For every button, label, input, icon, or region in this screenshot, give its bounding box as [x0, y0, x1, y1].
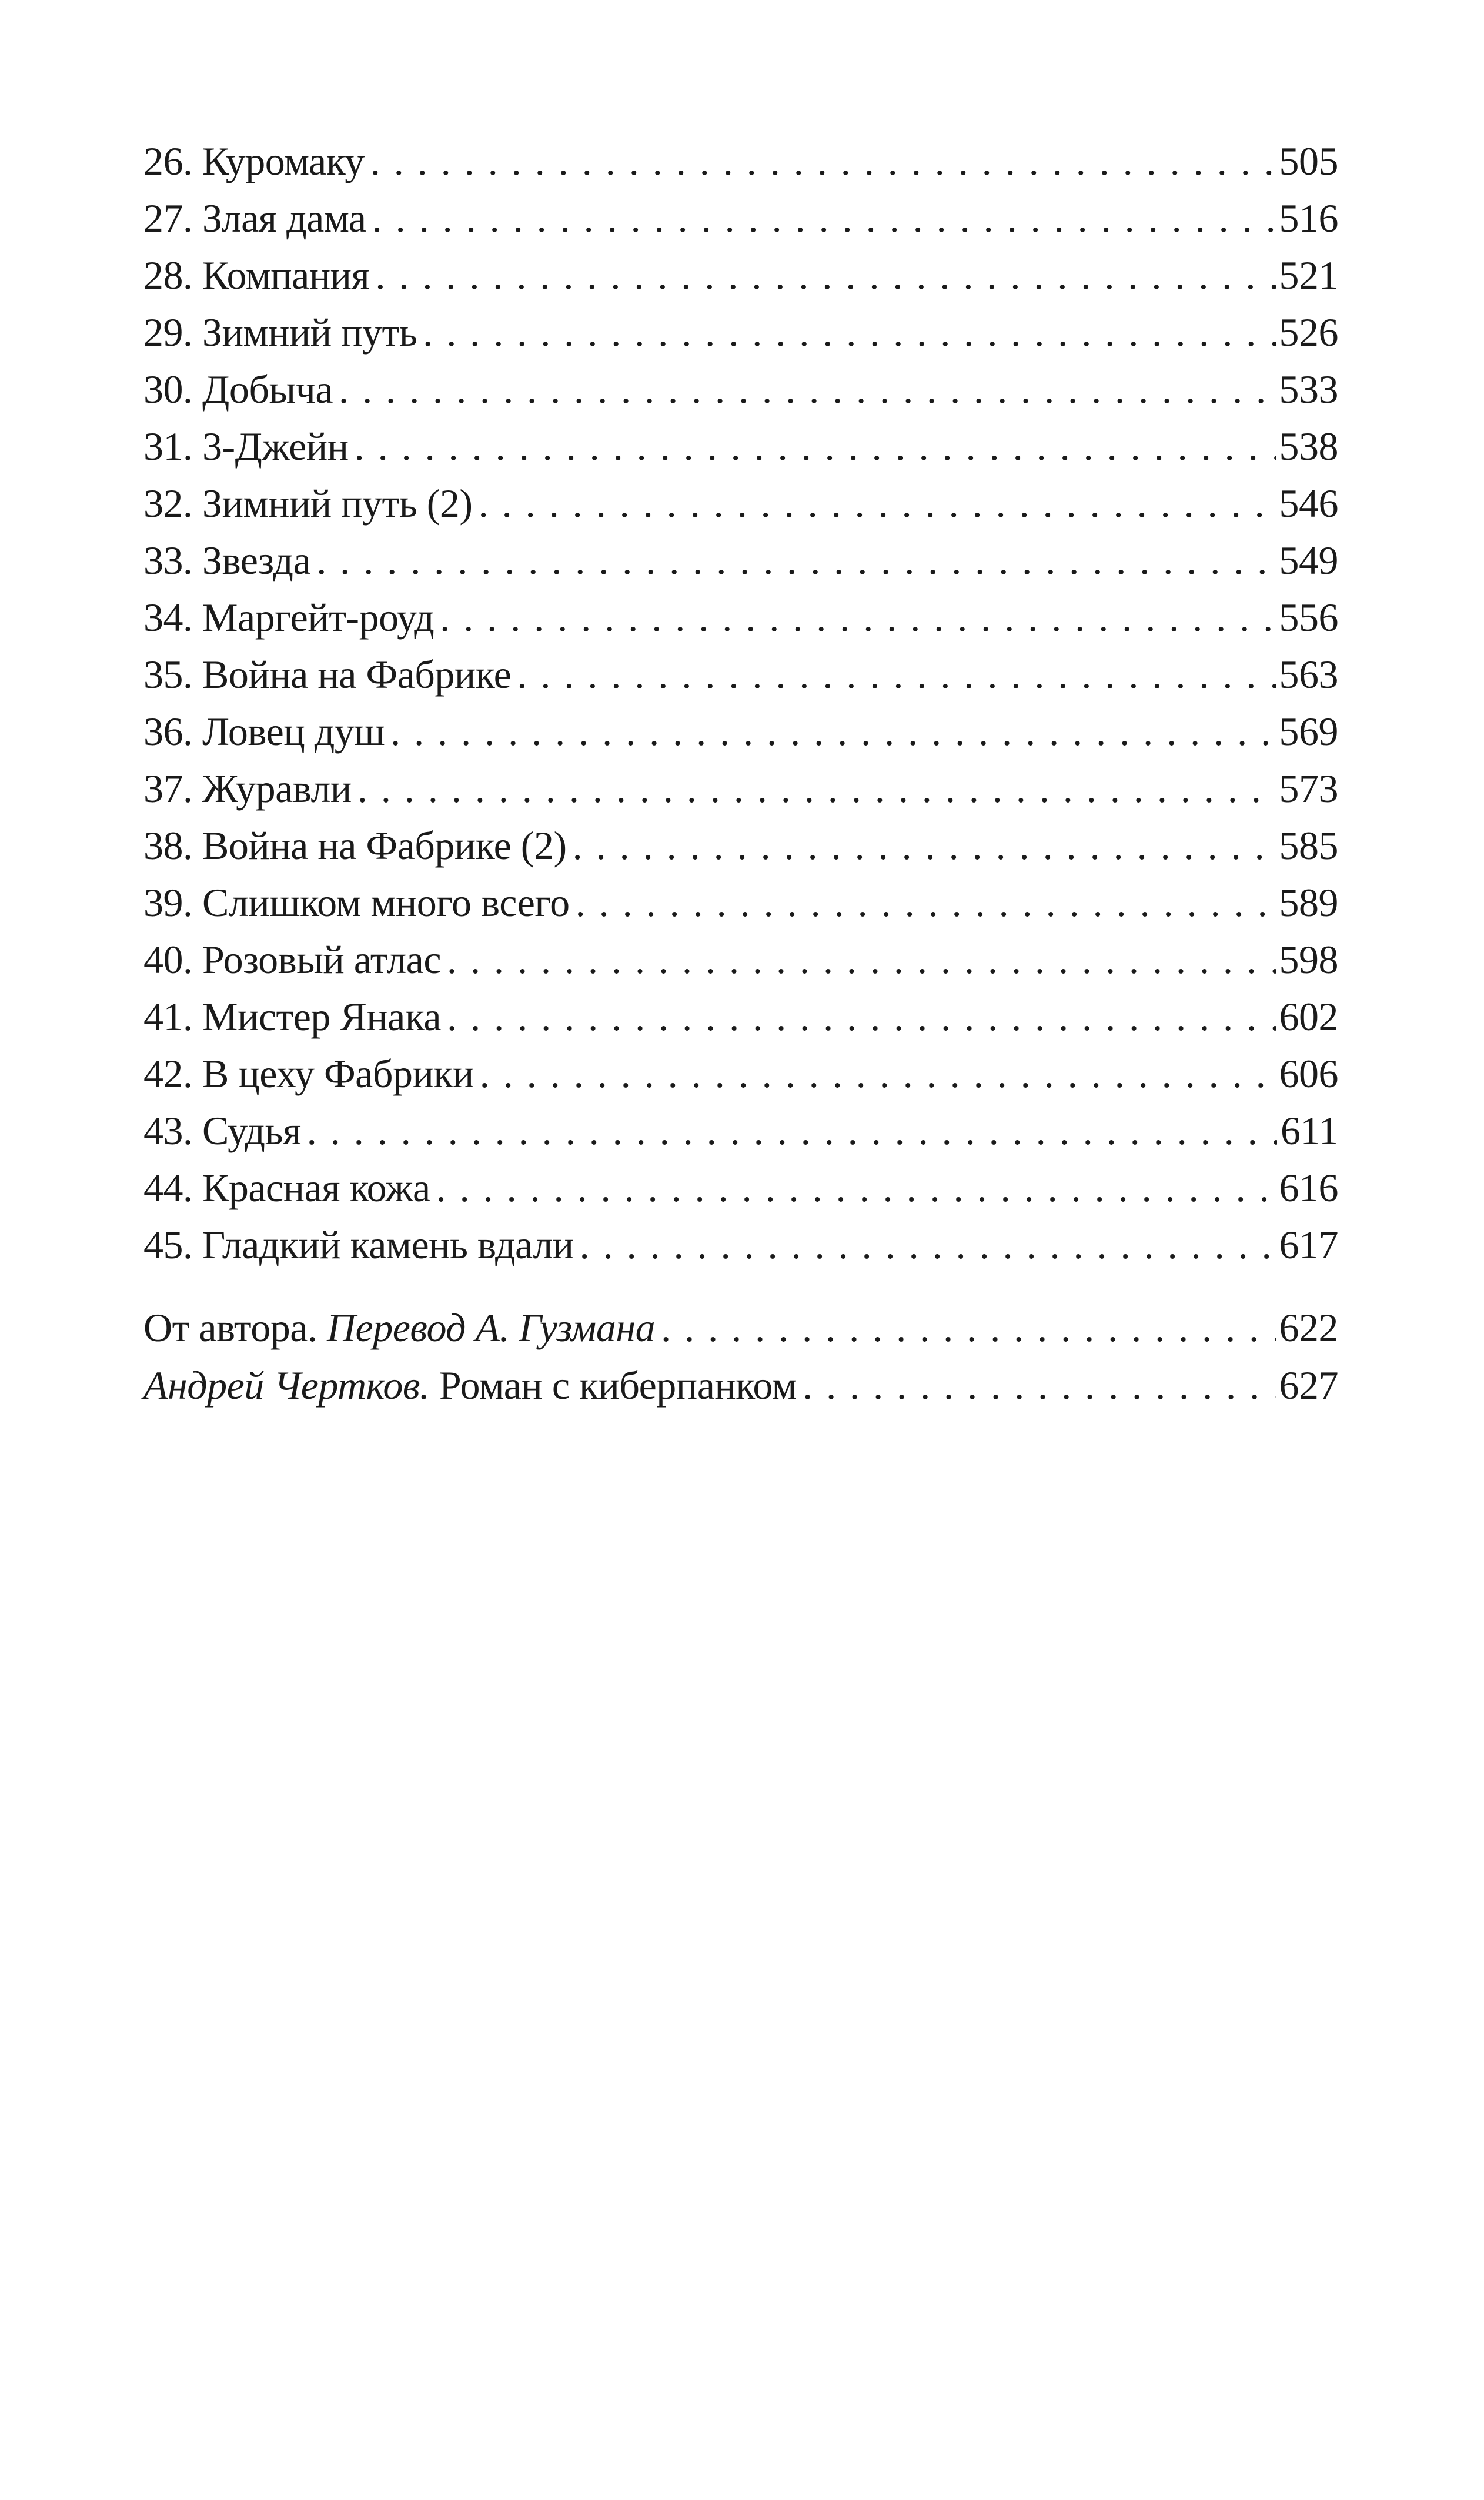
page-number: 538: [1279, 424, 1338, 469]
toc-row: [143, 589, 1338, 646]
chapter-title: 35. Война на Фабрике: [143, 652, 512, 697]
chapter-title: 34. Маргейт-роуд: [143, 595, 434, 640]
leader-dots: [357, 760, 1276, 817]
page-number: 602: [1279, 994, 1338, 1039]
leader-dots: [573, 817, 1276, 874]
leader-dots: [355, 418, 1276, 475]
page-number: 533: [1279, 367, 1338, 412]
chapter-title: 42. В цеху Фабрики: [143, 1051, 474, 1096]
toc-row: [143, 1102, 1338, 1159]
chapter-title: 37. Журавли: [143, 766, 352, 811]
essay-label: Роман с киберпанком: [439, 1363, 797, 1408]
leader-dots: [576, 874, 1276, 931]
page-number: 521: [1279, 253, 1338, 298]
essay-author: Андрей Чертков.: [143, 1363, 430, 1408]
page-number: 598: [1279, 937, 1338, 982]
chapter-title: 43. Судья: [143, 1108, 301, 1153]
afterword-title: [143, 1298, 661, 1357]
toc-row: [143, 190, 1338, 247]
leader-dots: [447, 988, 1275, 1045]
table-of-contents: [143, 133, 1338, 1414]
chapter-title: 26. Куромаку: [143, 139, 365, 183]
toc-row: [143, 646, 1338, 703]
toc-row: [143, 1045, 1338, 1102]
chapter-title: 39. Слишком много всего: [143, 880, 570, 925]
page-number: 585: [1279, 823, 1338, 868]
chapter-title: 27. Злая дама: [143, 196, 366, 240]
toc-row: [143, 988, 1338, 1045]
leader-dots: [447, 931, 1275, 988]
page-number: 611: [1281, 1108, 1338, 1153]
chapter-title: 45. Гладкий камень вдали: [143, 1222, 574, 1267]
chapter-title: 30. Добыча: [143, 367, 333, 412]
chapter-title: 32. Зимний путь (2): [143, 481, 473, 526]
leader-dots: [803, 1357, 1275, 1414]
chapter-title: 29. Зимний путь: [143, 310, 417, 355]
page-number: 556: [1279, 595, 1338, 640]
chapter-title: 28. Компания: [143, 253, 370, 298]
toc-row: [143, 760, 1338, 817]
toc-row: [143, 1216, 1338, 1274]
page-number: 549: [1279, 538, 1338, 583]
toc-row: [143, 418, 1338, 475]
page-number: 617: [1279, 1222, 1338, 1267]
leader-dots: [316, 532, 1275, 589]
toc-row: [143, 475, 1338, 532]
page-number: 589: [1279, 880, 1338, 925]
toc-row: [143, 817, 1338, 874]
chapter-title: 41. Мистер Янака: [143, 994, 442, 1039]
toc-row: [143, 133, 1338, 190]
afterword-translator: Перевод А. Гузмана: [326, 1305, 656, 1350]
page-number: 526: [1279, 310, 1338, 355]
chapter-title: 36. Ловец душ: [143, 709, 385, 754]
leader-dots: [480, 1045, 1276, 1102]
leader-dots: [307, 1102, 1277, 1159]
page-number: 563: [1279, 652, 1338, 697]
page-number: 606: [1279, 1051, 1338, 1096]
page-number: 546: [1279, 481, 1338, 526]
chapter-title: 33. Звезда: [143, 538, 311, 583]
toc-row-afterword: [143, 1298, 1338, 1357]
page-number: 627: [1279, 1363, 1338, 1408]
chapter-title: 38. Война на Фабрике (2): [143, 823, 567, 868]
leader-dots: [390, 703, 1275, 760]
leader-dots: [661, 1298, 1275, 1357]
page-number: 573: [1279, 766, 1338, 811]
page-number: 616: [1279, 1165, 1338, 1210]
leader-dots: [370, 133, 1276, 190]
leader-dots: [423, 304, 1275, 361]
leader-dots: [580, 1216, 1276, 1274]
page-number: 516: [1279, 196, 1338, 240]
page-number: 505: [1279, 139, 1338, 183]
chapter-title: 40. Розовый атлас: [143, 937, 442, 982]
toc-row: [143, 532, 1338, 589]
toc-row: [143, 931, 1338, 988]
toc-row: [143, 247, 1338, 304]
leader-dots: [372, 190, 1276, 247]
leader-dots: [436, 1159, 1276, 1216]
toc-row: [143, 874, 1338, 931]
page-number: 622: [1279, 1305, 1338, 1350]
toc-row: [143, 1159, 1338, 1216]
leader-dots: [339, 361, 1275, 418]
toc-row-essay: [143, 1357, 1338, 1414]
chapter-title: 44. Красная кожа: [143, 1165, 430, 1210]
page-number: 569: [1279, 709, 1338, 754]
toc-row: [143, 703, 1338, 760]
leader-dots: [440, 589, 1275, 646]
toc-row: [143, 304, 1338, 361]
afterword-label: От автора.: [143, 1305, 317, 1350]
toc-row: [143, 361, 1338, 418]
leader-dots: [375, 247, 1275, 304]
essay-title: [143, 1357, 803, 1414]
leader-dots: [479, 475, 1276, 532]
leader-dots: [517, 646, 1275, 703]
chapter-title: 31. 3-Джейн: [143, 424, 349, 469]
